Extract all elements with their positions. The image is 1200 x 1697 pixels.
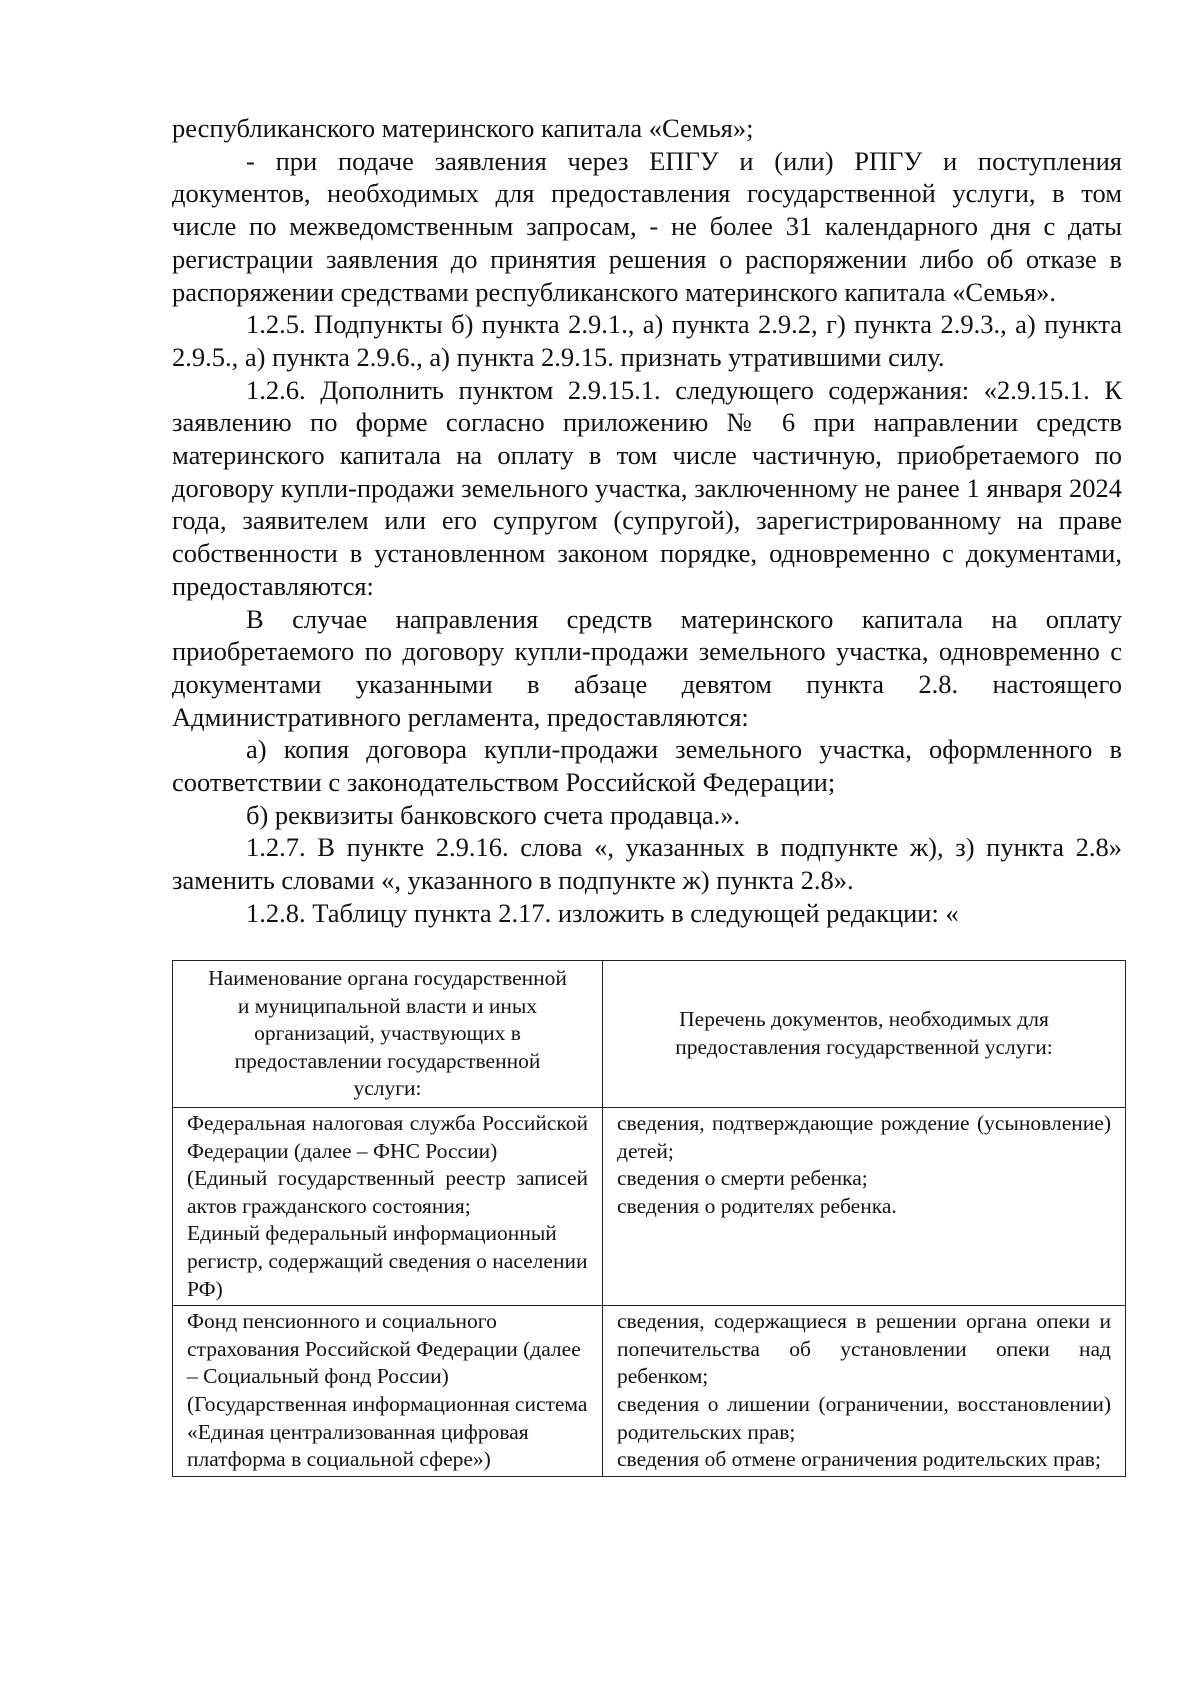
paragraph-1-2-7: 1.2.7. В пункте 2.9.16. слова «, указанных в подпункте ж), з) пункта 2.8» заменить словами «, указанного в подпункте ж) пункта 2.8». <box>172 832 1122 896</box>
paragraph-1-2-8: 1.2.8. Таблицу пункта 2.17. изложить в следующей редакции: « <box>246 897 959 928</box>
cell-line: Федеральная налоговая служба Российской Федерации (далее – ФНС России) <box>187 1110 588 1163</box>
cell-line: сведения, содержащиеся в решении органа опеки и попечительства об установлении опеки над ребенком; <box>617 1309 1111 1389</box>
cell-line: сведения, подтверждающие рождение (усыновление) детей; <box>617 1110 1111 1163</box>
table-header-row <box>173 961 1126 1108</box>
header-documents-list: Перечень документов, необходимых для предоставления государственной услуги: <box>603 961 1126 1108</box>
cell-agency <box>173 1306 603 1477</box>
agencies-documents-table <box>172 960 1126 1477</box>
header-agency-name: Наименование органа государственной и муниципальной власти и иных организаций, участвующих в предоставлении государственной услуги: <box>173 961 603 1108</box>
paragraph-1-2-5: 1.2.5. Подпункты б) пункта 2.9.1., а) пункта 2.9.2, г) пункта 2.9.3., а) пункта 2.9.5., а) пункта 2.9.6., а) пункта 2.9.15. признать утратившими силу. <box>172 309 1122 372</box>
document-body <box>172 112 1122 930</box>
cell-line: (Государственная информационная система «Единая централизованная цифровая платформа в социальной сфере») <box>187 1391 588 1472</box>
paragraph-item-b: б) реквизиты банковского счета продавца.». <box>246 799 741 830</box>
paragraph-continuation: республиканского материнского капитала «Семья»; <box>172 113 754 143</box>
cell-agency <box>173 1107 603 1305</box>
table-row <box>173 1306 1126 1477</box>
cell-documents <box>603 1107 1126 1305</box>
paragraph-land-plot-case: В случае направления средств материнского капитала на оплату приобретаемого по договору купли-продажи земельного участка, одновременно с документами указанными в абзаце девятом пункта 2.8. настоящего Административного регламента, предоставляются: <box>172 603 1122 732</box>
cell-line: сведения о родителях ребенка. <box>617 1193 897 1218</box>
cell-line: сведения об отмене ограничения родительских прав; <box>617 1447 1101 1472</box>
table-row <box>173 1107 1126 1305</box>
cell-line: Фонд пенсионного и социального страхования Российской Федерации (далее – Социальный фонд России) <box>187 1309 581 1389</box>
paragraph-item-a: а) копия договора купли-продажи земельного участка, оформленного в соответствии с законодательством Российской Федерации; <box>172 734 1122 798</box>
paragraph-epgu-term: - при подаче заявления через ЕПГУ и (или) РПГУ и поступления документов, необходимых для предоставления государственной услуги, в том числе по межведомственным запросам, - не более 31 календарного дня с даты регистрации заявления до принятия решения о распоряжении либо об отказе в распоряжении средствами республиканского материнского капитала «Семья». <box>172 145 1122 307</box>
cell-line: сведения о смерти ребенка; <box>617 1166 868 1191</box>
paragraph-1-2-6: 1.2.6. Дополнить пунктом 2.9.15.1. следующего содержания: «2.9.15.1. К заявлению по форме согласно приложению № 6 при направлении средств материнского капитала на оплату в том числе частичную, приобретаемого по договору купли-продажи земельного участка, заключенному не ранее 1 января 2024 года, заявителем или его супругом (супругой), зарегистрированному на праве собственности в установленном законом порядке, одновременно с документами, предоставляются: <box>172 374 1122 601</box>
cell-line: Единый федеральный информационный регистр, содержащий сведения о населении РФ) <box>187 1221 588 1301</box>
cell-line: (Единый государственный реестр записей актов гражданского состояния; <box>187 1166 588 1218</box>
cell-documents <box>603 1306 1126 1477</box>
cell-line: сведения о лишении (ограничении, восстановлении) родительских прав; <box>617 1391 1111 1444</box>
